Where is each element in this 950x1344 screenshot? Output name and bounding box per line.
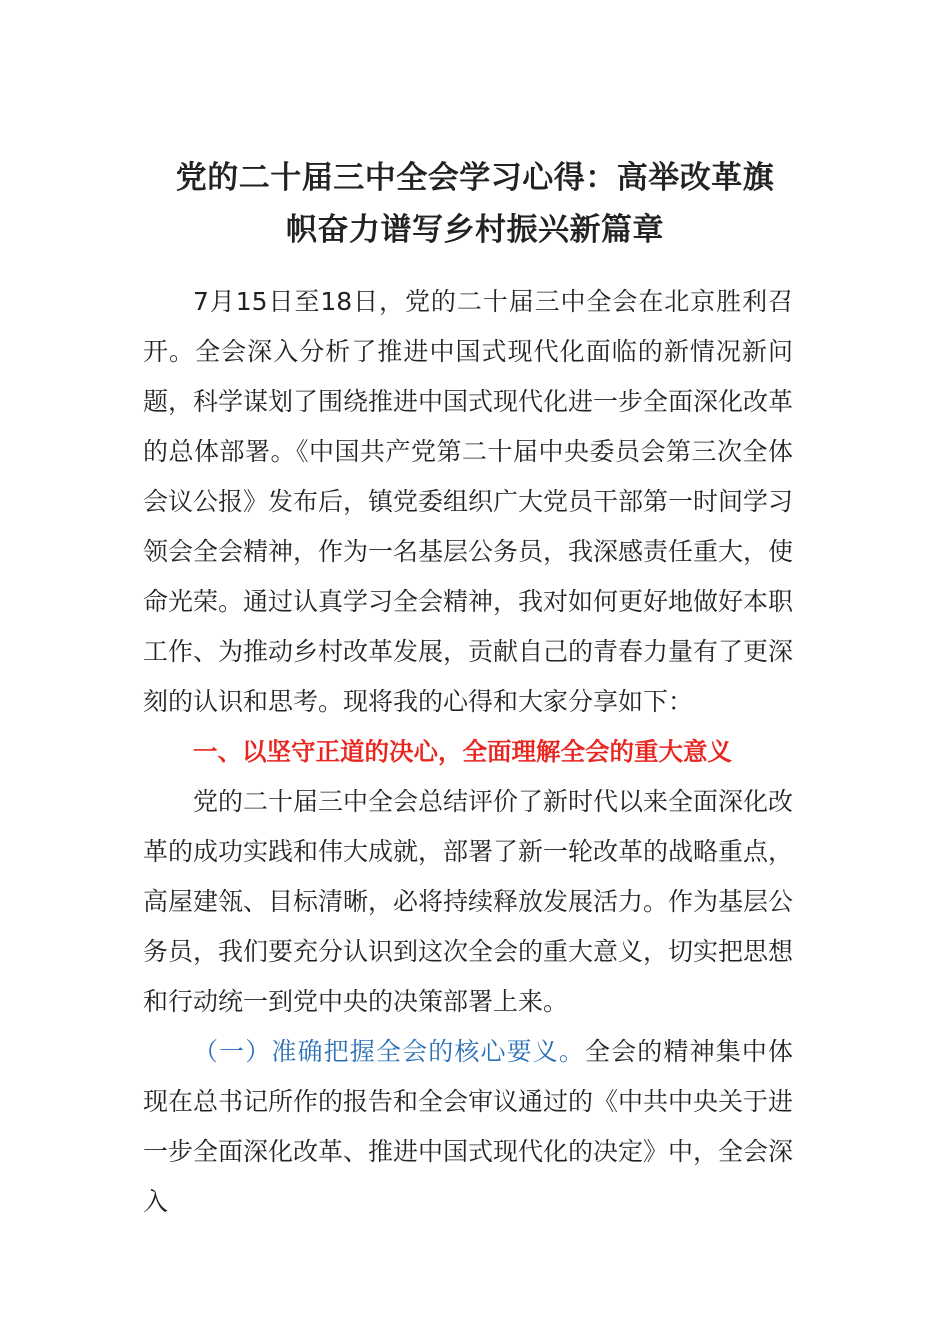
title-line-2: 帜奋力谱写乡村振兴新篇章 <box>286 212 664 248</box>
paragraph-subsection-1 <box>143 1027 793 1227</box>
paragraph-section-1: 党的二十届三中全会总结评价了新时代以来全面深化改革的成功实践和伟大成就，部署了新一轮改革的战略重点，高屋建瓴、目标清晰，必将持续释放发展活力。作为基层公务员，我们要充分认识到这次全会的重大意义，切实把思想和行动统一到党中央的决策部署上来。 <box>143 787 794 1016</box>
document-title <box>140 152 810 256</box>
title-line-1: 党的二十届三中全会学习心得：高举改革旗 <box>175 160 775 196</box>
paragraph-intro: 7月15日至18日，党的二十届三中全会在北京胜利召开。全会深入分析了推进中国式现代化面临的新情况新问题，科学谋划了围绕推进中国式现代化进一步全面深化改革的总体部署。《中国共产党第二十届中央委员会第三次全体会议公报》发布后，镇党委组织广大党员干部第一时间学习领会全会精神，作为一名基层公务员，我深感责任重大，使命光荣。通过认真学习全会精神，我对如何更好地做好本职工作、为推动乡村改革发展，贡献自己的青春力量有了更深刻的认识和思考。现将我的心得和大家分享如下： <box>143 287 794 716</box>
section-heading-1: 一、以坚守正道的决心，全面理解全会的重大意义 <box>193 737 732 766</box>
subsection-heading-1: （一）准确把握全会的核心要义。 <box>193 1037 586 1066</box>
subsection-1-text: 全会的精神集中体现在总书记所作的报告和全会审议通过的《中共中央关于进一步全面深化改革、推进中国式现代化的决定》中，全会深入 <box>143 1037 794 1216</box>
